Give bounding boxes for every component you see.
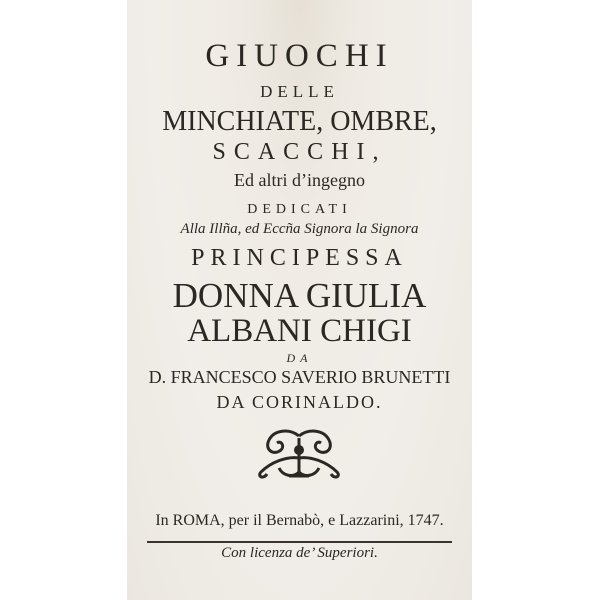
others-line: Ed altri d’ingegno (234, 170, 365, 190)
scacchi-line: SCACCHI, (212, 139, 387, 165)
license-line: Con licenza de’ Superiori. (221, 545, 378, 561)
imprint-line: In ROMA, per il Bernabò, e Lazzarini, 1747. (155, 512, 444, 529)
da-line: DA (286, 351, 313, 365)
principessa-line: PRINCIPESSA (191, 245, 408, 271)
name-line-1: DONNA GIULIA (172, 276, 427, 315)
author-origin-line: DA CORINALDO. (216, 392, 383, 412)
dedicati-line: DEDICATI (247, 202, 352, 217)
printers-ornament-icon (249, 428, 349, 483)
games-line: MINCHIATE, OMBRE, (162, 106, 437, 137)
dedication-line: Alla Illña, ed Eccña Signora la Signora (180, 221, 419, 237)
book-title: GIUOCHI (205, 38, 394, 74)
name-line-2: ALBANI CHIGI (187, 313, 412, 349)
author-line: D. FRANCESCO SAVERIO BRUNETTI (148, 367, 451, 387)
divider-rule (147, 541, 452, 543)
delle-text: DELLE (260, 82, 339, 101)
title-page (127, 0, 472, 600)
